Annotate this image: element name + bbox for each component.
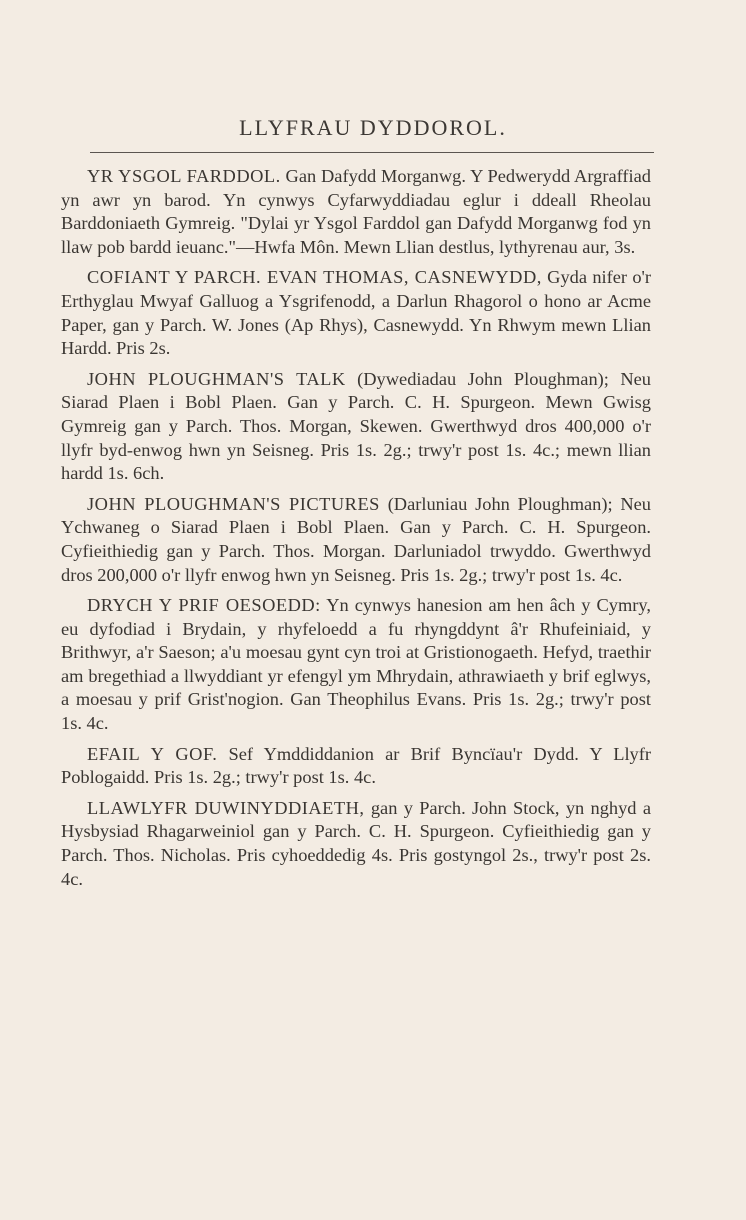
book-description: Yn cynwys hanesion am hen âch y Cymry, eu dyfodiad i Brydain, y rhyfeloedd a fu rhyngddynt â'r Rhufeiniaid, y Brithwyr, a'r Saeson; a'u moesau gynt cyn troi at Gristionogaeth. Hefyd, traethir am bregethiad a llwyddiant yr efengyl ym Mhrydain, athrawiaeth y brif eglwys, a moesau y prif Grist'nogion. Gan Theophilus Evans. Pris 1s. 2g.; trwy'r post 1s. 4c.: [61, 595, 651, 734]
book-entry: [61, 165, 651, 259]
book-description: Gyda nifer o'r Erthyglau Mwyaf Galluog a Ysgrifenodd, a Darlun Rhagorol o hono ar Acme Paper, gan y Parch. W. Jones (Ap Rhys), Casnewydd. Yn Rhwym mewn Llian Hardd. Pris 2s.: [61, 267, 651, 359]
book-entry: [61, 594, 651, 736]
book-description: Gan Dafydd Morganwg. Y Pedwerydd Argraffiad yn awr yn barod. Yn cynwys Cyfarwyddiadau eglur i ddeall Rheolau Barddoniaeth Gymreig. "Dylai yr Ysgol Farddol gan Dafydd Morganwg fod yn llaw pob bardd ieuanc."—Hwfa Môn. Mewn Llian destlus, lythyrenau aur, 3s.: [61, 166, 651, 257]
book-entry: [61, 743, 651, 790]
page-heading: LLYFRAU DYDDOROL.: [239, 115, 507, 140]
heading-rule: [90, 152, 654, 153]
book-title: COFIANT Y PARCH. EVAN THOMAS, CASNEWYDD,: [87, 267, 542, 288]
book-description: (Dywediadau John Ploughman); Neu Siarad Plaen i Bobl Plaen. Gan y Parch. C. H. Spurgeon. Mewn Gwisg Gymreig gan y Parch. Thos. Morgan, Skewen. Gwerthwyd dros 400,000 o'r llyfr byd-enwog hwn yn Seisneg. Pris 1s. 2g.; trwy'r post 1s. 4c.; mewn llian hardd 1s. 6ch.: [61, 368, 651, 484]
book-entry: [61, 368, 651, 486]
book-description: Sef Ymddiddanion ar Brif Byncïau'r Dydd. Y Llyfr Poblogaidd. Pris 1s. 2g.; trwy'r post 1s. 4c.: [61, 743, 651, 788]
book-entry: [61, 797, 651, 891]
book-title: JOHN PLOUGHMAN'S PICTURES: [87, 493, 380, 514]
book-title: LLAWLYFR DUWINYDDIAETH,: [87, 797, 365, 818]
book-description: gan y Parch. John Stock, yn nghyd a Hysbysiad Rhagarweiniol gan y Parch. C. H. Spurgeon. Cyfieithiedig gan y Parch. Thos. Nicholas. Pris cyhoeddedig 4s. Pris gostyngol 2s., trwy'r post 2s. 4c.: [61, 797, 651, 889]
book-entry: [61, 266, 651, 360]
book-entry: [61, 493, 651, 587]
book-title: EFAIL Y GOF.: [87, 743, 218, 764]
book-title: JOHN PLOUGHMAN'S TALK: [87, 368, 346, 389]
advertisement-list: [61, 165, 651, 898]
book-title: YR YSGOL FARDDOL.: [87, 166, 281, 186]
book-description: (Darluniau John Ploughman); Neu Ychwaneg o Siarad Plaen i Bobl Plaen. Gan y Parch. C. H. Spurgeon. Cyfieithiedig gan y Parch. Thos. Morgan. Darluniadol trwyddo. Gwerthwyd dros 200,000 o'r llyfr enwog hwn yn Seisneg. Pris 1s. 2g.; trwy'r post 1s. 4c.: [61, 493, 651, 585]
book-title: DRYCH Y PRIF OESOEDD:: [87, 595, 321, 616]
